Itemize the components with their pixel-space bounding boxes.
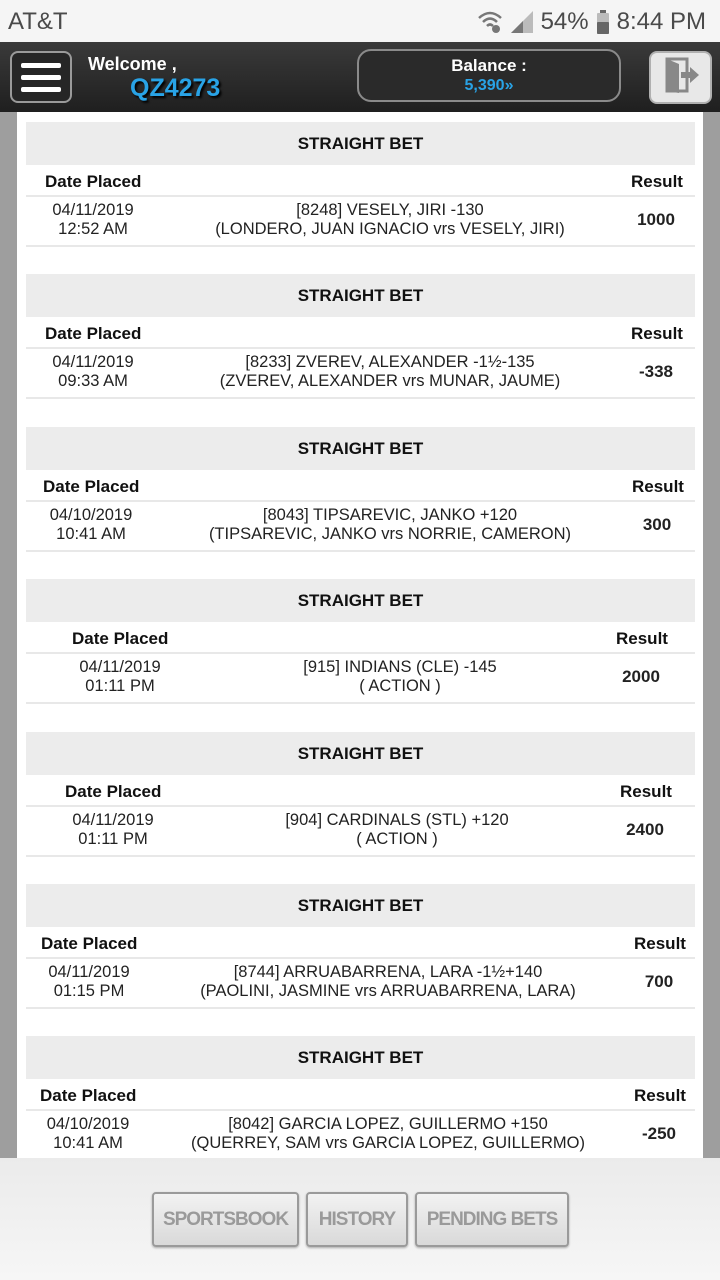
bet-time: 12:52 AM (58, 220, 128, 238)
bet-description (188, 1115, 588, 1153)
bet-type: STRAIGHT BET (26, 274, 695, 317)
date-placed (43, 506, 139, 544)
logout-icon (661, 55, 701, 100)
result-header: Result (634, 1086, 686, 1105)
wifi-icon (477, 10, 503, 34)
bet-date: 04/11/2019 (79, 658, 161, 676)
bet-selection: [8233] ZVEREV, ALEXANDER -1½-135 (245, 353, 535, 371)
date-placed (65, 811, 161, 849)
bet-description (190, 506, 590, 544)
bet-result: 1000 (637, 210, 675, 229)
bet-selection: [8042] GARCIA LOPEZ, GUILLERMO +150 (228, 1115, 548, 1133)
bet-type: STRAIGHT BET (26, 122, 695, 165)
bet-type: STRAIGHT BET (26, 732, 695, 775)
bet-header-row (26, 622, 695, 654)
bet-matchup: (ZVEREV, ALEXANDER vrs MUNAR, JAUME) (219, 372, 561, 390)
sportsbook-button[interactable]: SPORTSBOOK (152, 1192, 299, 1247)
date-placed (72, 658, 168, 696)
bet-type: STRAIGHT BET (26, 884, 695, 927)
clock: 8:44 PM (616, 8, 706, 35)
result-header: Result (631, 324, 683, 343)
bet-result: -338 (638, 362, 674, 381)
bet-time: 01:15 PM (53, 982, 125, 1000)
hamburger-icon-bar (21, 63, 61, 68)
date-placed-header: Date Placed (43, 477, 140, 496)
bet-result: 2400 (626, 820, 664, 839)
bet-header-row (26, 165, 695, 197)
bet-selection: [8744] ARRUABARRENA, LARA -1½+140 (233, 963, 543, 981)
result-header: Result (634, 934, 686, 953)
bet-time: 10:41 AM (56, 525, 126, 543)
date-placed (40, 1115, 136, 1153)
bet-date: 04/11/2019 (48, 963, 130, 981)
bet-card (26, 732, 695, 857)
bet-selection: [915] INDIANS (CLE) -145 (303, 658, 497, 676)
bet-row (26, 502, 695, 552)
pending-bets-button[interactable]: PENDING BETS (415, 1192, 569, 1247)
bet-time: 09:33 AM (58, 372, 128, 390)
date-placed-header: Date Placed (45, 172, 142, 191)
username: QZ4273 (130, 74, 221, 102)
date-placed-header: Date Placed (41, 934, 138, 953)
bet-row (26, 349, 695, 399)
bet-type: STRAIGHT BET (26, 579, 695, 622)
bet-matchup: (TIPSAREVIC, JANKO vrs NORRIE, CAMERON) (208, 525, 572, 543)
signal-icon (511, 11, 533, 33)
date-placed (45, 353, 141, 391)
bet-time: 01:11 PM (85, 677, 155, 695)
result-header: Result (620, 782, 672, 801)
hamburger-icon-bar (21, 75, 61, 80)
bet-header-row (26, 470, 695, 502)
bet-row (26, 197, 695, 247)
balance-value: 5,390» (464, 77, 514, 94)
bet-description (190, 201, 590, 239)
status-bar (0, 0, 720, 42)
bet-date: 04/10/2019 (49, 506, 133, 524)
bet-selection: [8248] VESELY, JIRI -130 (296, 201, 484, 219)
hamburger-icon-bar (21, 87, 61, 92)
bet-date: 04/11/2019 (52, 353, 134, 371)
bet-time: 01:11 PM (78, 830, 148, 848)
bet-history-list[interactable] (17, 112, 703, 1158)
result-header: Result (616, 629, 668, 648)
bet-date: 04/11/2019 (52, 201, 134, 219)
balance-box[interactable] (357, 49, 621, 102)
bet-header-row (26, 1079, 695, 1111)
bet-card (26, 274, 695, 399)
bet-matchup: ( ACTION ) (359, 677, 441, 695)
bet-header-row (26, 927, 695, 959)
bet-card (26, 427, 695, 552)
result-header: Result (631, 172, 683, 191)
battery-icon (597, 10, 609, 34)
balance-label: Balance : (451, 56, 527, 75)
date-placed-header: Date Placed (45, 324, 142, 343)
bet-description (197, 811, 597, 849)
bet-date: 04/11/2019 (72, 811, 154, 829)
battery-percent: 54% (540, 8, 589, 35)
bet-card (26, 884, 695, 1009)
bet-description (200, 658, 600, 696)
bet-card (26, 579, 695, 704)
bet-result: -250 (641, 1124, 677, 1143)
bet-row (26, 1111, 695, 1158)
bet-date: 04/10/2019 (46, 1115, 130, 1133)
bet-selection: [904] CARDINALS (STL) +120 (285, 811, 509, 829)
welcome-label: Welcome , (88, 54, 177, 74)
bet-description (188, 963, 588, 1001)
date-placed (41, 963, 137, 1001)
bet-result: 700 (644, 972, 674, 991)
bet-row (26, 807, 695, 857)
bet-result: 2000 (622, 667, 660, 686)
bet-matchup: (LONDERO, JUAN IGNACIO vrs VESELY, JIRI) (215, 220, 565, 238)
logout-button[interactable] (649, 51, 712, 104)
bet-row (26, 654, 695, 704)
app-header (0, 42, 720, 112)
result-header: Result (632, 477, 684, 496)
bet-matchup: (PAOLINI, JASMINE vrs ARRUABARRENA, LARA) (200, 982, 576, 1000)
bet-type: STRAIGHT BET (26, 1036, 695, 1079)
date-placed-header: Date Placed (40, 1086, 137, 1105)
bet-type: STRAIGHT BET (26, 427, 695, 470)
bet-header-row (26, 317, 695, 349)
menu-button[interactable] (10, 51, 72, 103)
history-button[interactable]: HISTORY (306, 1192, 408, 1247)
bet-row (26, 959, 695, 1009)
date-placed-header: Date Placed (72, 629, 169, 648)
date-placed-header: Date Placed (65, 782, 162, 801)
bet-description (190, 353, 590, 391)
bet-matchup: (QUERREY, SAM vrs GARCIA LOPEZ, GUILLERMO) (191, 1134, 585, 1152)
bet-card (26, 1036, 695, 1158)
date-placed (45, 201, 141, 239)
bet-selection: [8043] TIPSAREVIC, JANKO +120 (262, 506, 518, 524)
bet-result: 300 (642, 515, 672, 534)
bet-card (26, 122, 695, 247)
carrier-label: AT&T (8, 8, 68, 35)
bet-header-row (26, 775, 695, 807)
bet-time: 10:41 AM (53, 1134, 123, 1152)
bet-matchup: ( ACTION ) (356, 830, 438, 848)
footer-nav (0, 1158, 720, 1280)
